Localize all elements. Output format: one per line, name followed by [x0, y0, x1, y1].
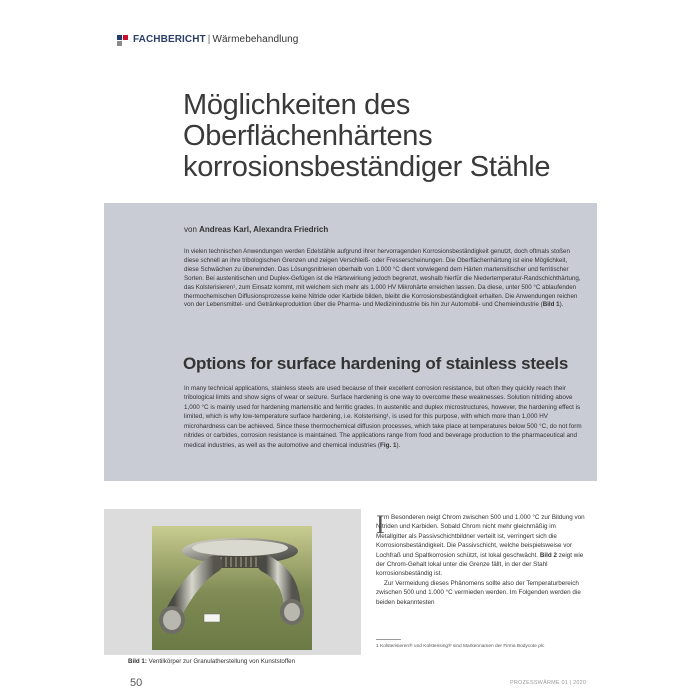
section-rubric — [133, 34, 298, 45]
figure-ref-fig-1: Fig. 1 — [380, 441, 397, 449]
abstract-german-end: ). — [559, 301, 564, 309]
valve-body-photo — [152, 526, 312, 650]
body-paragraph-1-end: zeigt wie der Chrom-Gehalt lokal unter die Grenze fällt, in der der Stahl korrosionsbeständig ist. — [376, 551, 584, 578]
footnote: 1 Kolsterisieren® und Kolsterising® sind Markennamen der Firma Bodycote plc — [376, 644, 545, 649]
figure-caption-text: Ventilkörper zur Granulatherstellung von Kunststoffen — [148, 658, 296, 665]
rubric-separator: | — [207, 34, 211, 45]
body-paragraph-1-text: m Besonderen neigt Chrom zwischen 500 und 1.000 °C zur Bildung von Nitriden und Karbiden. Sobald Chrom nicht mehr gleichmäßig im Metallgitter als Passivschichtbildner verteilt ist, verringert sich die Korrosionsbeständigkeit. Die Passivschicht, welche beispielsweise vor Lochfraß und Spaltkorrosion schützt, ist lokal geschwächt. — [376, 514, 585, 559]
authors: Andreas Karl, Alexandra Friedrich — [199, 225, 329, 234]
english-subtitle: Options for surface hardening of stainless steels — [183, 354, 569, 373]
byline-prefix: von — [184, 225, 197, 234]
running-footer: PROZESSWÄRME 01 | 2020 — [510, 680, 587, 686]
figure-ref-bild-2: Bild 2 — [539, 551, 557, 559]
body-paragraph-2: Zur Vermeidung dieses Phänomens sollte also der Temperaturbereich zwischen 500 und 1.000 °C vermieden werden. Im Folgenden werden die beiden bekanntesten — [376, 579, 581, 606]
byline — [184, 225, 328, 234]
article-title: Möglichkeiten des Oberflächenhärtens korrosionsbeständiger Stähle — [183, 89, 551, 183]
figure-photo-frame — [104, 509, 361, 655]
abstract-english — [184, 384, 586, 450]
publisher-logo-icon — [117, 35, 129, 47]
abstract-german — [184, 248, 582, 310]
rubric-topic: Wärmebehandlung — [212, 34, 299, 45]
drop-cap: I — [376, 510, 385, 539]
footnote-divider — [376, 639, 401, 640]
figure-caption — [128, 658, 295, 665]
page-number: 50 — [130, 677, 143, 689]
abstract-english-text: In many technical applications, stainless steels are used because of their excellent corrosion resistance, but often they quickly reach their tribological limits and show signs of wear or seizure. Surface hardening is one way to overcome these weaknesses. Solution nitriding above 1,000 °C is mainly used for hardening martensitic and ferritic grades. In austenitic and duplex microstructures, however, the hardening effect is limited, which is why low-temperature surface hardening, i.e. Kolsterising¹, is used for this purpose, with which more than 1,000 HV microhardness can be achieved. Since these thermochemical diffusion processes, which take place at temperatures below 500 °C, do not form nitrides or carbides, corrosion resistance is maintained. The applications range from food and beverage production to the pharmaceutical and medical industries, as well as the automotive and chemical industries ( — [184, 385, 582, 449]
body-column — [376, 510, 586, 607]
abstract-german-text: In vielen technischen Anwendungen werden Edelstähle aufgrund ihrer hervorragenden Korrosionsbeständigkeit genutzt, doch oftmals stoßen diese schnell an ihre tribologischen Grenzen und zeigen Verschleiß- oder Fresserscheinungen. Die Oberflächenhärtung ist eine Möglichkeit, diese Schwächen zu überwinden. Das Lösungsnitrieren oberhalb von 1.000 °C dient vorwiegend dem Härten martensitischer und ferritischer Sorten. Bei austenitischen und Duplex-Gefügen ist die Härtewirkung jedoch begrenzt, weshalb hierfür die Niedertemperatur-Randschichthärtung, das Kolsterisieren¹, zum Einsatz kommt, mit welchem sich mehr als 1.000 HV Mikrohärte erreichen lassen. Da diese, unter 500 °C ablaufenden thermochemischen Diffusionsprozesse keine Nitride oder Karbide bilden, bleibt die Korrosionsbeständigkeit erhalten. Die Anwendungen reichen von der Lebensmittel- und Getränkeproduktion über die Pharma- und Medizinindustrie bis hin zur Automobil- und Chemieindustrie ( — [184, 248, 581, 309]
figure-label: Bild 1: — [128, 658, 147, 665]
rubric-kind: FACHBERICHT — [133, 34, 206, 45]
body-paragraph-1 — [376, 510, 586, 579]
abstract-english-end: ). — [396, 441, 401, 449]
figure-ref-bild-1: Bild 1 — [542, 301, 560, 309]
